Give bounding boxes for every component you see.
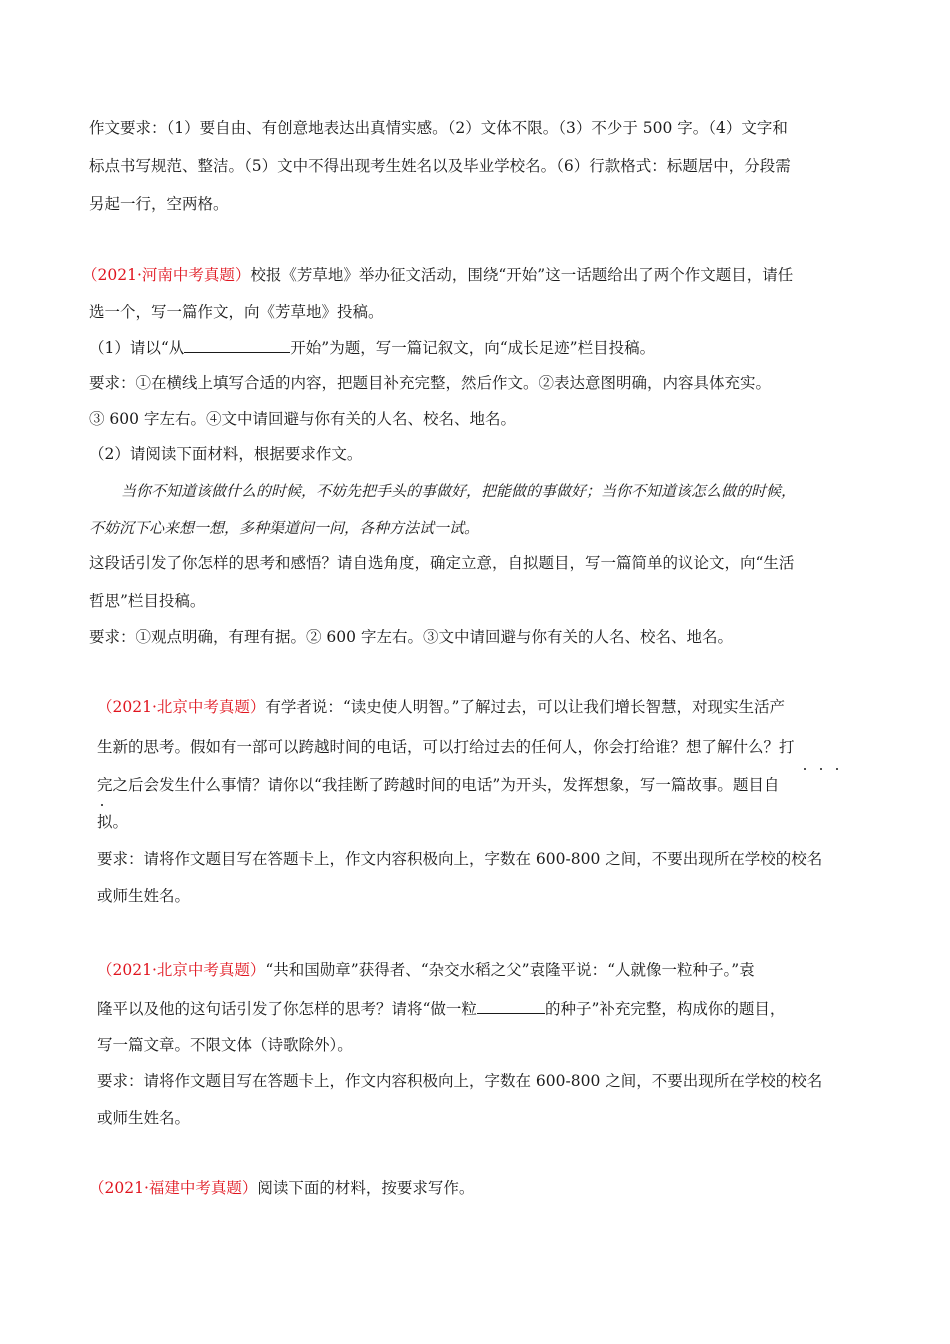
source-label: （2021·河南中考真题） [82,266,251,284]
intro-line-2: 标点书写规范、整洁。（5）文中不得出现考生姓名以及毕业学校名。（6）行款格式：标题居中，分段需 [89,157,791,175]
prompt-text: 的种子”补充完整，构成你的题目， [544,1000,786,1018]
question-text: 校报《芳草地》举办征文活动，围绕“开始”这一话题给出了两个作文题目，请任 [250,266,794,284]
henan-req-1: 要求：①在横线上填写合适的内容，把题目补充完整，然后作文。②表达意图明确，内容具体充实。 [89,374,772,392]
beijing2-line-2 [97,999,785,1019]
henan-req-2: ③ 600 字左右。④文中请回避与你有关的人名、校名、地名。 [89,410,516,428]
prompt-text: 开始”为题，写一篇记叙文，向“成长足迹”栏目投稿。 [290,339,656,357]
prompt-text: 隆平以及他的这句话引发了你怎样的思考？请将“做一粒 [97,1000,477,1018]
beijing1-line-4: 拟。 [97,813,129,831]
question-text: 阅读下面的材料，按要求写作。 [257,1179,475,1197]
henan-line-1 [82,265,793,285]
source-label: （2021·福建中考真题） [89,1179,258,1197]
prompt-text: （1）请以“从 [89,339,185,357]
beijing1-line-3: 完之后会发生什么事情？请你以“我挂断了跨越时间的电话”为开头，发挥想象，写一篇故事。题目自 [97,776,780,794]
source-label: （2021·北京中考真题） [97,698,266,716]
henan-prompt-1 [89,338,655,358]
question-text: 有学者说：“读史使人明智。”了解过去，可以让我们增长智慧，对现实生活产 [265,698,785,716]
beijing1-line-2: 生新的思考。假如有一部可以跨越时间的电话，可以打给过去的任何人，你会打给谁？想了解什么？打 [97,738,795,756]
source-label: （2021·北京中考真题） [97,961,266,979]
intro-line-3: 另起一行，空两格。 [89,195,229,213]
beijing1-req-2: 或师生姓名。 [97,887,191,905]
henan-after-1: 这段话引发了你怎样的思考和感悟？请自选角度，确定立意，自拟题目，写一篇简单的议论文，向“生活 [89,554,795,572]
material-quote-2: 不妨沉下心来想一想，多种渠道问一问，各种方法试一试。 [89,519,480,537]
fujian-line-1 [89,1178,474,1198]
emphasis-dot [804,768,806,770]
beijing2-line-3: 写一篇文章。不限文体（诗歌除外）。 [97,1036,353,1054]
beijing2-req-1: 要求：请将作文题目写在答题卡上，作文内容积极向上，字数在 600-800 之间，不要出现所在学校的校名 [97,1072,823,1090]
beijing2-line-1 [97,960,755,980]
emphasis-dot [836,768,838,770]
emphasis-dot [101,804,103,806]
henan-req-3: 要求：①观点明确，有理有据。② 600 字左右。③文中请回避与你有关的人名、校名、地名。 [89,628,733,646]
beijing1-req-1: 要求：请将作文题目写在答题卡上，作文内容积极向上，字数在 600-800 之间，不要出现所在学校的校名 [97,850,823,868]
henan-prompt-2: （2）请阅读下面材料，根据要求作文。 [89,445,363,463]
fill-blank [477,999,545,1014]
henan-line-2: 选一个，写一篇作文，向《芳草地》投稿。 [89,303,384,321]
question-text: “共和国勋章”获得者、“杂交水稻之父”袁隆平说：“人就像一粒种子。”袁 [265,961,755,979]
beijing1-line-1 [97,697,785,717]
material-quote-1: 当你不知道该做什么的时候，不妨先把手头的事做好，把能做的事做好；当你不知道该怎么做的时候， [121,482,797,500]
emphasis-dot [820,768,822,770]
beijing2-req-2: 或师生姓名。 [97,1109,191,1127]
intro-line-1: 作文要求：（1）要自由、有创意地表达出真情实感。（2）文体不限。（3）不少于 500 字。（4）文字和 [89,119,788,137]
fill-blank [184,338,290,353]
henan-after-2: 哲思”栏目投稿。 [89,592,206,610]
